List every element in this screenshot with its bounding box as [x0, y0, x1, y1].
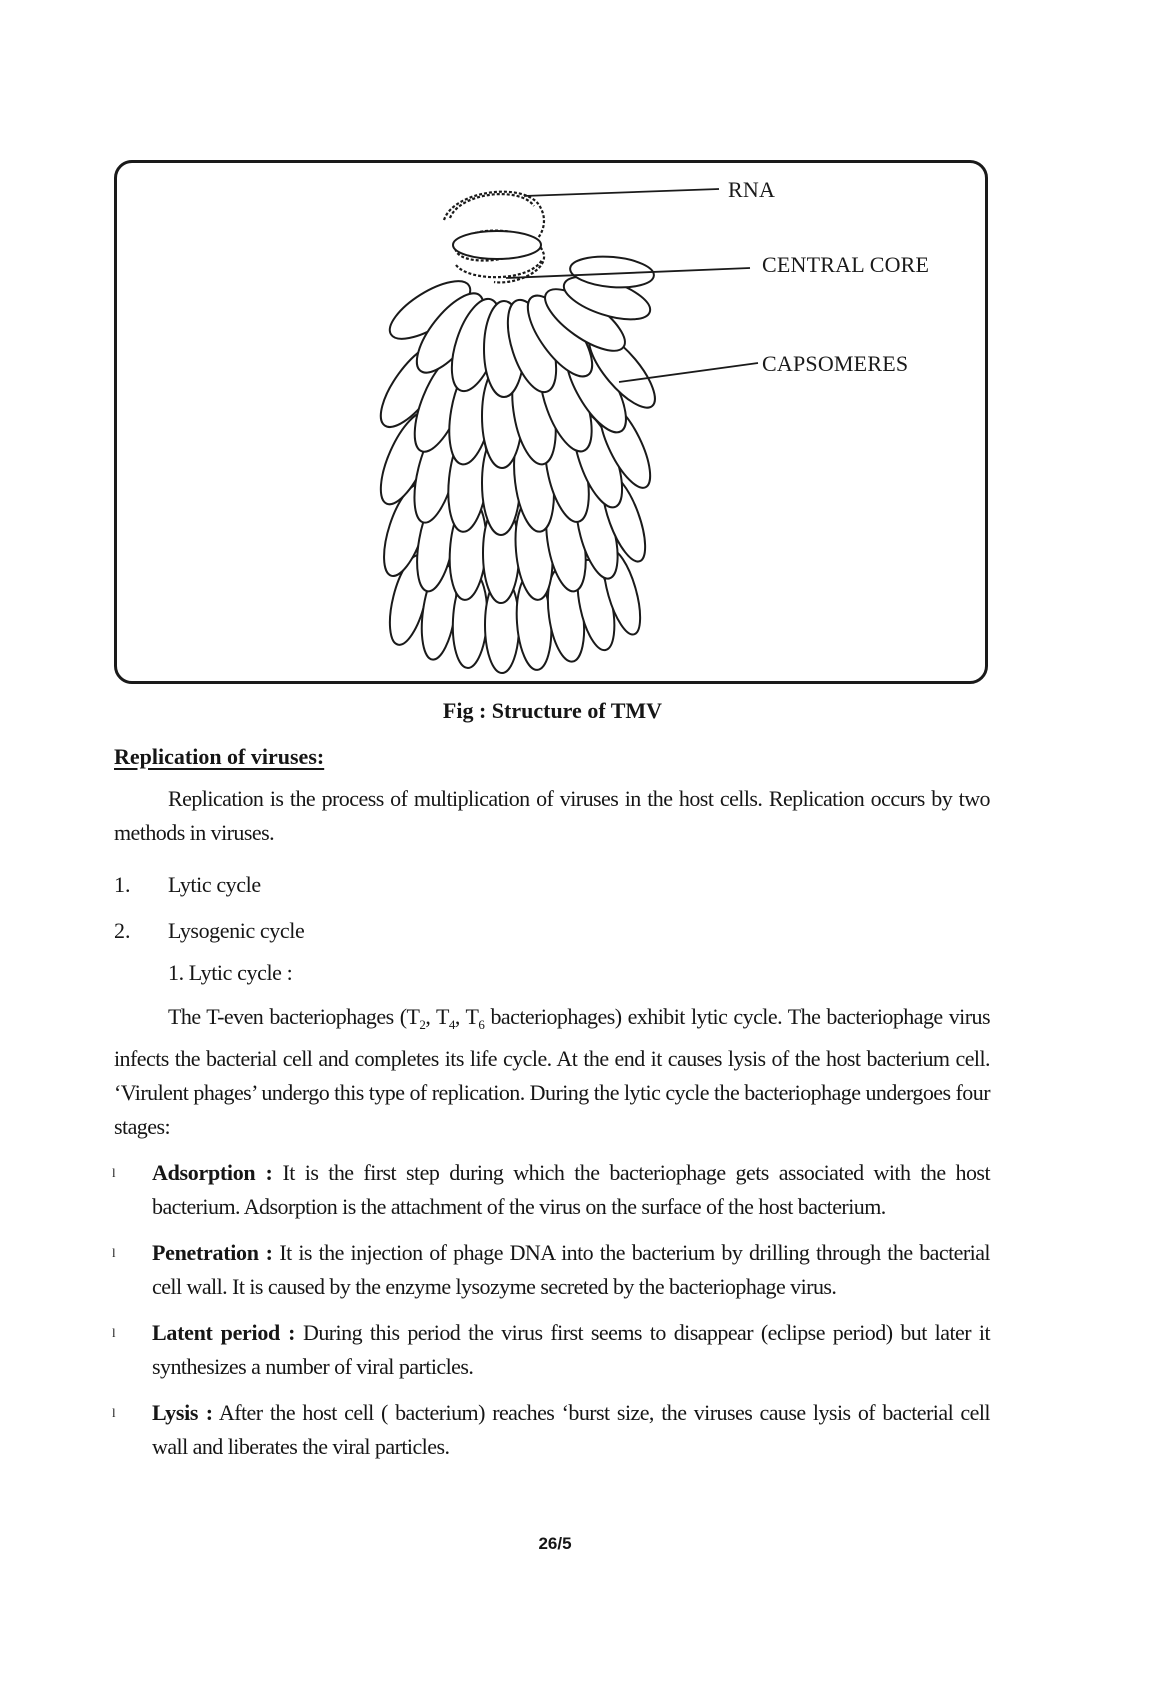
central-core-label: CENTRAL CORE — [762, 252, 930, 277]
tmv-structure-diagram — [114, 160, 988, 684]
lytic-paragraph: The T-even bacteriophages ($T_2$, $T_4$, $T_6$ bacteriophages) exhibit lytic cycle. The bacteriophage virus infects the bacterial cell and completes its life cycle. At the end it causes lysis of the host bacterium cell. ‘Virulent phages’ undergo this type of replication. During the lytic cycle the bacteriophage undergoes four stages: — [114, 1004, 990, 1139]
stage-adsorption: Adsorption : It is the first step during which the bacteriophage gets associated with the host bacterium. Adsorption is the attachment of the virus on the surface of the host bacterium. — [152, 1160, 991, 1219]
method-lytic: Lytic cycle — [168, 872, 261, 897]
page-number: 26/5 — [538, 1534, 572, 1553]
lytic-cycle-heading: 1. Lytic cycle : — [168, 960, 293, 985]
stage-latent-period: Latent period : During this period the virus first seems to disappear (eclipse period) but later it synthesizes a number of viral particles. — [152, 1320, 991, 1379]
stage-penetration: Penetration : It is the injection of phage DNA into the bacterium by drilling through the bacterial cell wall. It is caused by the enzyme lysozyme secreted by the bacteriophage virus. — [152, 1240, 990, 1299]
intro-paragraph: Replication is the process of multiplication of viruses in the host cells. Replication occurs by two methods in viruses. — [114, 786, 990, 845]
section-heading: Replication of viruses: — [114, 744, 325, 769]
rna-label: RNA — [728, 177, 776, 202]
central-core-ring — [453, 231, 541, 259]
bullet-marker: l — [112, 1325, 116, 1340]
method-lysogenic: Lysogenic cycle — [168, 918, 305, 943]
bullet-marker: l — [112, 1165, 116, 1180]
figure-caption: Fig : Structure of TMV — [442, 698, 663, 723]
method-number-2: 2. — [114, 918, 131, 943]
method-number-1: 1. — [114, 872, 131, 897]
bullet-marker: l — [112, 1405, 116, 1420]
capsomeres-label: CAPSOMERES — [762, 351, 909, 376]
bullet-marker: l — [112, 1245, 116, 1260]
stage-lysis: Lysis : After the host cell ( bacterium) reaches ‘burst size, the viruses cause lysis of bacterial cell wall and liberates the viral particles. — [152, 1400, 990, 1459]
capsomere-shell — [369, 253, 665, 673]
